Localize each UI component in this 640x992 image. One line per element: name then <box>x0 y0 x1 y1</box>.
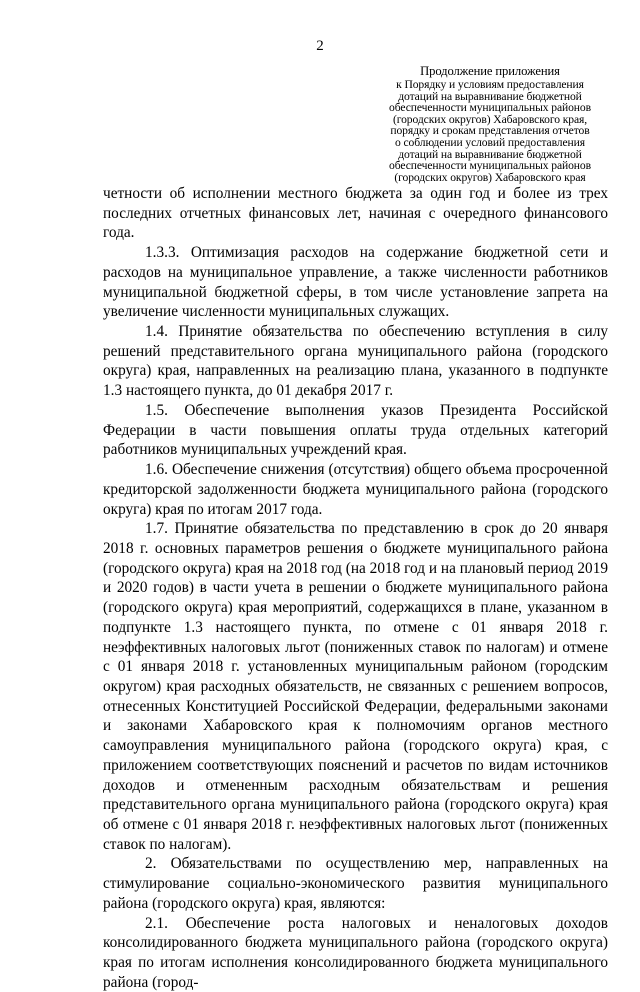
stamp-line: (городских округов) Хабаровского края <box>394 170 586 184</box>
stamp-line: дотаций на выравнивание бюджетной <box>398 147 582 161</box>
paragraph-1-6: 1.6. Обеспечение снижения (отсутствия) общего объема просроченной кредиторской задолженности бюджета муниципального района (городского округа) края по итогам 2017 года. <box>103 461 608 518</box>
stamp-line: к Порядку и условиям предоставления <box>396 78 584 91</box>
stamp-line: дотаций на выравнивание бюджетной <box>398 89 582 103</box>
stamp-line: обеспеченности муниципальных районов <box>389 159 591 173</box>
stamp-line: о соблюдении условий предоставления <box>395 135 585 149</box>
paragraph-1-3-3: 1.3.3. Оптимизация расходов на содержание бюджетной сети и расходов на муниципальное управление, а также численности работников муниципальной бюджетной сферы, в том числе установление запрета на увеличение численности муниципальных служащих. <box>103 244 608 321</box>
page-number: 2 <box>316 38 324 54</box>
stamp-line: порядку и срокам представления отчетов <box>390 124 590 138</box>
stamp-title: Продолжение приложения <box>420 64 560 78</box>
stamp-line: (городских округов) Хабаровского края, <box>392 112 588 126</box>
paragraph-2: 2. Обязательствами по осуществлению мер, направленных на стимулирование социально-экономического развития муниципального района (городского округа) края, являются: <box>103 855 608 912</box>
paragraph-1-5: 1.5. Обеспечение выполнения указов Президента Российской Федерации в части повышения оплаты труда отдельных категорий работников муниципальных учреждений края. <box>103 401 608 459</box>
paragraph-1-7: 1.7. Принятие обязательства по представлению в срок до 20 января 2018 г. основных параметров решения о бюджете муниципального района (городского округа) края на 2018 год (на 2018 год и на плановый период 2019 и 2020 годов) в части учета в решении о бюджете муниципального района (городского округа) края мероприятий, содержащихся в плане, указанном в подпункте 1.3 настоящего пункта, по отмене с 01 января 2018 г. неэффективных налоговых льгот (пониженных ставок по налогам) и отмене с 01 января 2018 г. установленных муниципальным районом (городским округом) края расходных обязательств, не связанных с решением вопросов, отнесенных Конституцией Российской Федерации, федеральными законами и законами Хабаровского края к полномочиям органов местного самоуправления муниципального района (городского округа) края, с приложением соответствующих пояснений и расчетов по видам источников доходов и отмененным расходным обязательствам и решения представительного органа муниципального района (городского округа) края об отмене с 01 января 2018 г. неэффективных налоговых льгот (пониженных ставок по налогам). <box>103 520 608 853</box>
paragraph-2-1: 2.1. Обеспечение роста налоговых и неналоговых доходов консолидированного бюджета муниципального района (городского округа) края по итогам исполнения консолидированного бюджета муниципального района (город- <box>103 914 608 991</box>
appendix-continuation-stamp <box>370 64 610 183</box>
document-body <box>103 184 608 992</box>
paragraph-1-4: 1.4. Принятие обязательства по обеспечению вступления в силу решений представительного органа муниципального района (городского округа) края, направленных на реализацию плана, указанного в подпункте 1.3 настоящего пункта, до 01 декабря 2017 г. <box>103 323 608 400</box>
stamp-line: обеспеченности муниципальных районов <box>389 101 591 115</box>
paragraph-continuation: четности об исполнении местного бюджета за один год и более из трех последних отчетных финансовых лет, начиная с очередного финансового года. <box>103 185 608 242</box>
